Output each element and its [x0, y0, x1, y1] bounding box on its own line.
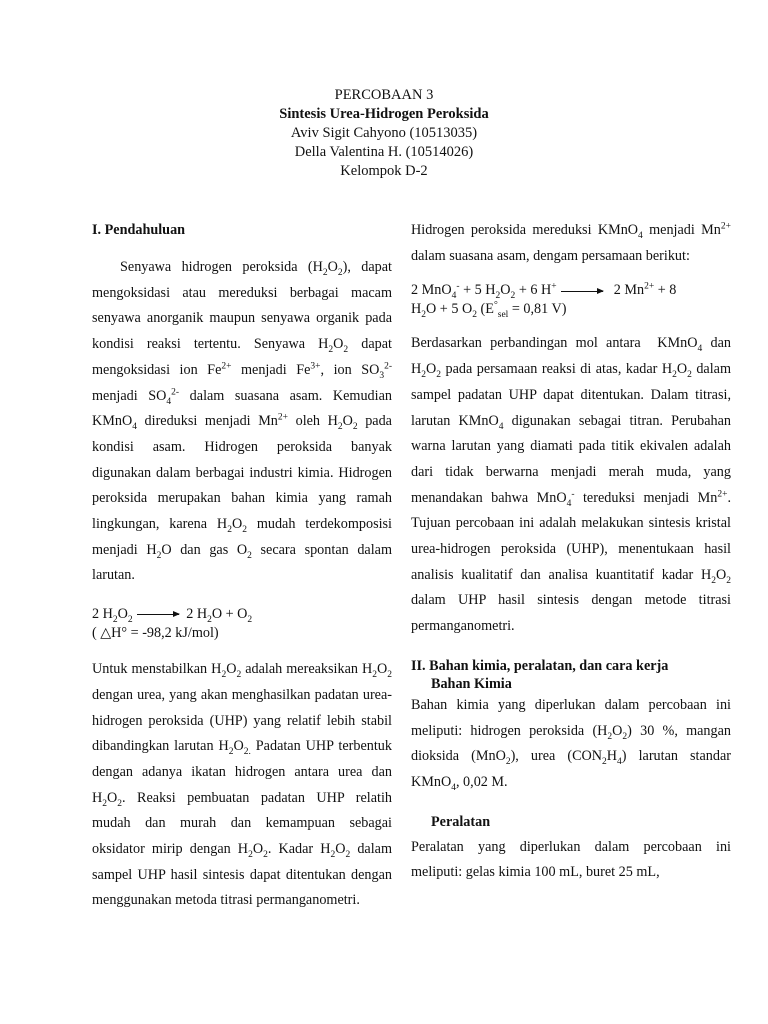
- right-paragraph-2: Berdasarkan perbandingan mol antara KMnO$_4$ dan $H_2O_2$ pada persamaan reaksi di atas, kadar $H_2O_2$ dalam sampel padatan UHP dapat ditentukan. Dalam titrasi, larutan KMnO$_4$ digunakan sebagai titran. Perubahan warna larutan yang diamati pada titik ekivalen adalah dari tidak berwarna menjadi merah muda, yang menandakan bahwa MnO$_4$- tereduksi menjadi $Mn^{2+}$. Tujuan percobaan ini adalah melakukan sintesis kristal urea-hidrogen peroksida (UHP), menentukaan hasil analisis kualitatif dan analisa kuantitatif kadar $H_2O_2$ dalam UHP hasil sintesis dengan metode titrasi permanganometri.: [411, 335, 731, 635]
- right-column: [411, 220, 731, 886]
- intro-paragraph-1: Senyawa hidrogen peroksida $(H_2O_2)$, dapat mengoksidasi atau mereduksi berbagai macam senyawa anorganik maupun senyawa organik pada kondisi reaksi tertentu. Senyawa $H_2O_2$ dapat mengoksidasi ion $Fe^{2+}$ menjadi $Fe^{3+}$, ion $SO_3^{2-}$ menjadi $SO_4^{2-}$ dalam suasana asam. Kemudian KMnO$_4$ direduksi menjadi $Mn^{2+}$ oleh $H_2O_2$ pada kondisi asam. Hidrogen peroksida banyak digunakan dalam berbagai industri kimia. Hidrogen peroksida merupakan bahan kimia yang ramah lingkungan, karena $H_2O_2$ mudah terdekomposisi menjadi $H_2O$ dan gas $O_2$ secara spontan dalam larutan.: [92, 259, 393, 584]
- paper-header: [0, 86, 768, 181]
- arrow-icon: [561, 291, 603, 292]
- author-2: Della Valentina H. (10514026): [294, 144, 474, 160]
- right-paragraph-1: Hidrogen peroksida mereduksi KMnO$_4$ menjadi $Mn^{2+}$ dalam suasana asam, dengam persamaan berikut:: [411, 221, 731, 264]
- bahan-kimia-paragraph: Bahan kimia yang diperlukan dalam percobaan ini meliputi: hidrogen peroksida $(H_2O_2)$ 30 %, mangan dioksida (MnO$_2$), urea $(CON_2H_4)$ larutan standar KMnO$_4$, 0,02 M.: [411, 696, 731, 793]
- section-1-title: I. Pendahuluan: [92, 222, 186, 238]
- group-label: Kelompok D-2: [340, 163, 428, 179]
- arrow-icon: [137, 614, 179, 615]
- paper-title: Sintesis Urea-Hidrogen Peroksida: [279, 106, 489, 122]
- section-2: [411, 656, 731, 693]
- author-1: Aviv Sigit Cahyono (10513035): [290, 125, 478, 141]
- section-2-title: II. Bahan kimia, peralatan, dan cara kerja: [411, 657, 669, 674]
- permanganate-equation: 2 MnO$_4$- + 5 $H_2O_2 + 6$ H+ 2 $Mn^{2+} + 8$ $H_2O + 5$ $O_2$ ($E^\circ_{sel} = 0,81$ V): [411, 281, 677, 321]
- intro-paragraph-2: Untuk menstabilkan $H_2O_2$ adalah mereaksikan $H_2O_2$ dengan urea, yang akan menghasilkan padatan urea-hidrogen peroksida (UHP) yang relatif lebih stabil dibandingkan larutan $H_2O_{2.}$ Padatan UHP terbentuk dengan adanya ikatan hidrogen antara urea dan $H_2O_2$. Reaksi pembuatan padatan UHP relatih mudah dan murah dan kemampuan sebagai oksidator mirip dengan $H_2O_2$. Kadar $H_2O_2$ dalam sampel UHP hasil sintesis dapat ditentukan dengan menggunakan metoda titrasi permanganometri.: [92, 661, 392, 909]
- decomposition-equation: 2 $H_2O_2$ 2 $H_2O + O_2$ ( △H° = -98,2 kJ/mol): [92, 605, 392, 643]
- peralatan-paragraph: Peralatan yang diperlukan dalam percobaan ini meliputi: gelas kimia 100 mL, buret 25 mL,: [411, 838, 731, 881]
- peralatan-heading: Peralatan: [431, 813, 491, 830]
- left-column: [92, 220, 392, 914]
- bahan-kimia-heading: Bahan Kimia: [431, 675, 512, 692]
- enthalpy-value: ( △H° = -98,2 kJ/mol): [92, 625, 219, 642]
- experiment-number: PERCOBAAN 3: [334, 87, 434, 103]
